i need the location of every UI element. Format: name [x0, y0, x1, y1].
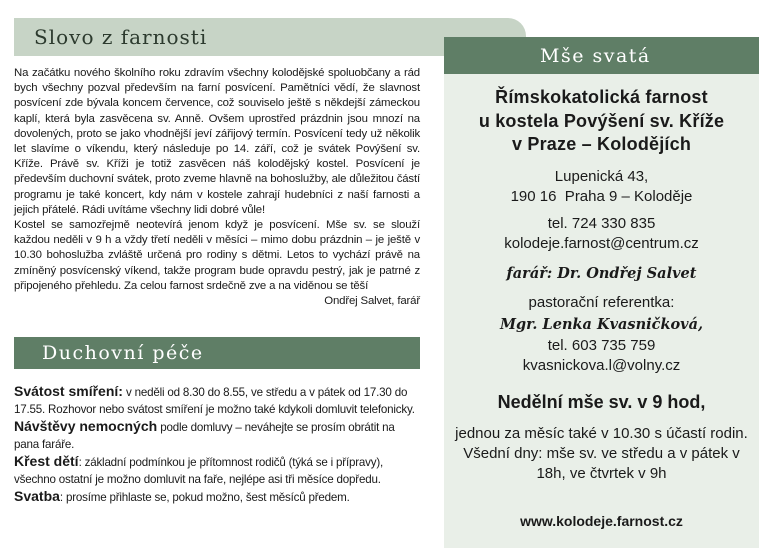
referentka-email: kvasnickova.l@volny.cz	[522, 357, 681, 374]
parish-email: kolodeje.farnost@centrum.cz	[504, 235, 699, 252]
referentka-name: Mgr. Lenka Kvasničková,	[499, 316, 704, 333]
care-label: Návštěvy nemocných	[14, 418, 158, 434]
sunday-mass: Nedělní mše sv. v 9 hod,	[497, 392, 706, 412]
parish-phone: tel. 724 330 835	[547, 215, 656, 232]
duchovni-pece-list	[14, 383, 420, 506]
farar-name: farář: Dr. Ondřej Salvet	[506, 265, 697, 282]
article-paragraph-2: Kostel se samozřejmě neotevírá jenom když je posvícení. Mše sv. se slouží každou neděli v 9 h a vždy třetí neděli v měsíci – mimo dobu prázdnin – je ještě v 10.30 bohoslužba zvláště určená pro rodiny s dětmi. Letos to vychází právě na zmíněný posvícenský víkend, takže program bude opravdu pestrý, jak je patrné z připojeného přehledu. Za celou farnost srdečně zve a na viděnou se těší	[14, 219, 420, 292]
care-label: Svatba	[14, 488, 60, 504]
care-text: podle domluvy – neváhejte se prosím obrátit na pana faráře.	[14, 421, 395, 451]
referentka-label: pastorační referentka:	[528, 294, 675, 311]
address-line: 190 16 Praha 9 – Koloděje	[510, 188, 693, 205]
church-address	[444, 167, 759, 207]
duchovni-pece-title: Duchovní péče	[42, 342, 204, 364]
care-item-krest	[14, 453, 420, 488]
care-item-svatba	[14, 488, 420, 506]
address-line: Lupenická 43,	[554, 168, 649, 185]
article-signature: Ondřej Salvet, farář	[324, 295, 420, 308]
referentka-phone: tel. 603 735 759	[547, 337, 656, 354]
mass-schedule	[444, 424, 759, 484]
care-text: : základní podmínkou je přítomnost rodičů (týká se i přípravy), všechno ostatní je možno domluvit na faře, nejlépe asi tři měsíce dopředu.	[14, 456, 384, 486]
care-item-nemocni	[14, 418, 420, 453]
care-label: Křest dětí	[14, 453, 79, 469]
church-name	[444, 86, 759, 157]
care-text: : prosíme přihlaste se, pokud možno, šest měsíců předem.	[59, 491, 350, 504]
schedule-line: jednou za měsíc také v 10.30 s účastí rodin.	[455, 425, 748, 442]
care-text: v neděli od 8.30 do 8.55, ve středu a v pátek od 17.30 do 17.55. Rozhovor nebo svátost smíření je možno také kdykoli domluvit telefonicky.	[14, 386, 415, 416]
duchovni-pece-header	[14, 337, 420, 369]
mse-svata-title: Mše svatá	[540, 44, 651, 67]
mse-svata-header	[444, 37, 759, 74]
article-text	[14, 66, 420, 309]
schedule-line: Všední dny: mše sv. ve středu a v pátek v 18h, ve čtvrtek v 9h	[463, 445, 740, 482]
referentka-contact	[444, 336, 759, 376]
care-label: Svátost smíření:	[14, 383, 123, 399]
church-line: u kostela Povýšení sv. Kříže	[478, 110, 725, 131]
article-paragraph-1: Na začátku nového školního roku zdravím všechny kolodějské spoluobčany a rád bych všechny pozval především na farní posvícení. Pamětníci vědí, že slavnost posvícení zde bývala koncem července, což souviselo ještě s někdejší zámeckou kaplí, která byla zasvěcena sv. Anně. Ovšem uprostřed prázdnin jsou mnozí na dovolených, proto se jako vhodnější jeví zářijový termín. Posvícení tedy už několik let slavíme o víkendu, který následuje po 14. září, což je svátek Povýšení sv. Kříže. Právě sv. Kříži je totiž zasvěcen náš kolodějský kostel. Posvícení je především duchovní svátek, proto zveme hlavně na bohoslužby, ale důležitou částí programu je také koncert, kdy nám v kostele zahrají hudebníci z naší farnosti a jejich přátelé. Rádi uvítáme všechny lidi dobré vůle!	[14, 67, 420, 216]
parish-contact	[444, 214, 759, 254]
church-line: Římskokatolická farnost	[495, 87, 708, 107]
slovo-z-farnosti-title: Slovo z farnosti	[34, 25, 208, 49]
parish-website: www.kolodeje.farnost.cz	[520, 513, 683, 529]
church-line: v Praze – Kolodějích	[511, 134, 692, 154]
care-item-smireni	[14, 383, 420, 418]
